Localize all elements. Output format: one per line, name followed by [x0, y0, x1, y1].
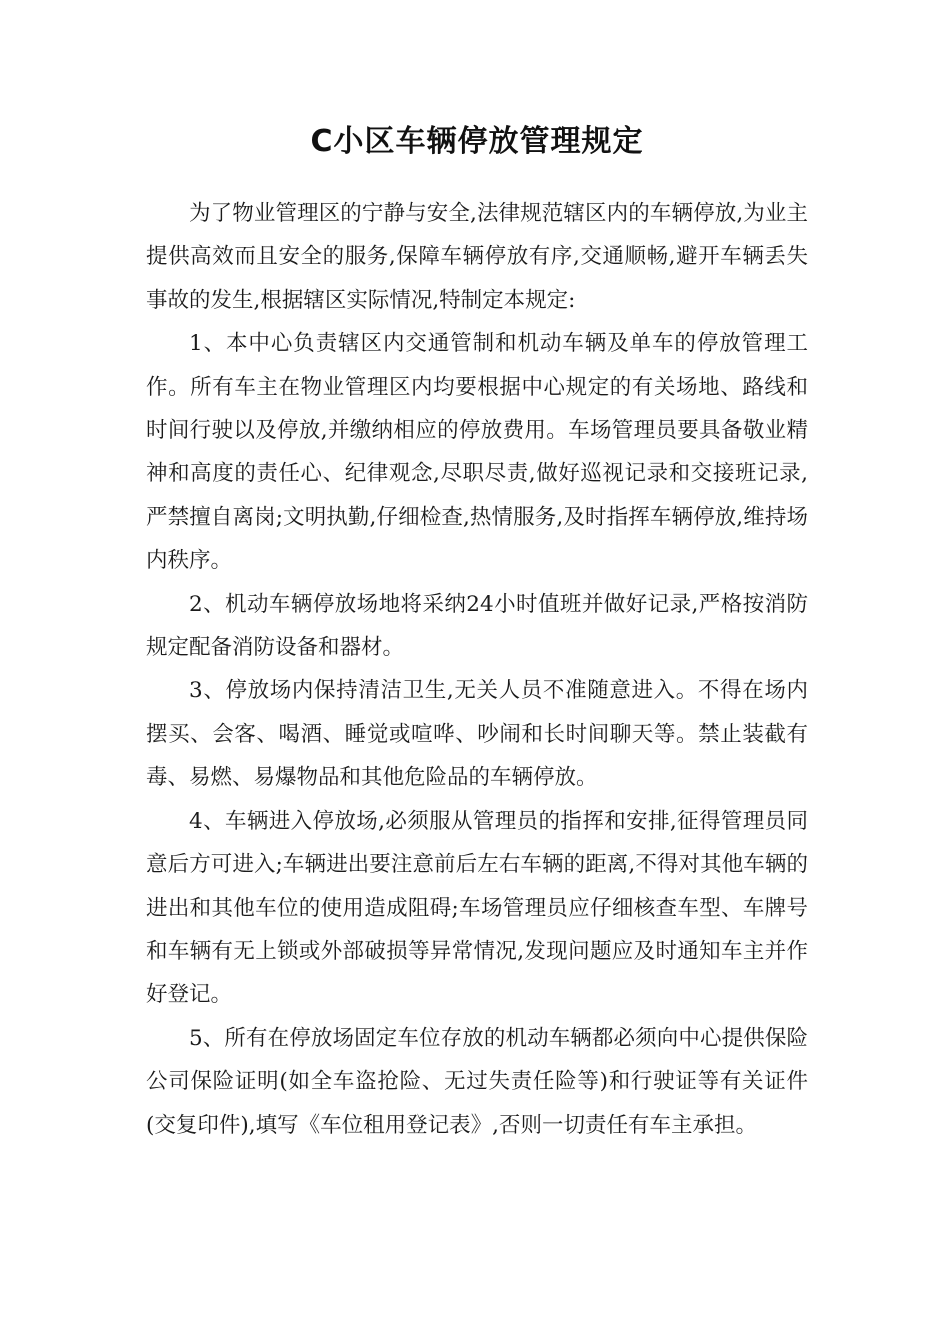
rule-paragraph-1: 1、本中心负责辖区内交通管制和机动车辆及单车的停放管理工作。所有车主在物业管理区内均要根据中心规定的有关场地、路线和时间行驶以及停放,并缴纳相应的停放费用。车场管理员要具备敬业精神和高度的责任心、纪律观念,尽职尽责,做好巡视记录和交接班记录,严禁擅自离岗;文明执勤,仔细检查,热情服务,及时指挥车辆停放,维持场内秩序。 [146, 331, 808, 574]
document-title: C小区车辆停放管理规定 [310, 124, 644, 159]
rule-paragraph-4: 4、车辆进入停放场,必须服从管理员的指挥和安排,征得管理员同意后方可进入;车辆进出要注意前后左右车辆的距离,不得对其他车辆的进出和其他车位的使用造成阻碍;车场管理员应仔细核查车型、车牌号和车辆有无上锁或外部破损等异常情况,发现问题应及时通知车主并作好登记。 [146, 808, 808, 1008]
rule-paragraph-5: 5、所有在停放场固定车位存放的机动车辆都必须向中心提供保险公司保险证明(如全车盗抢险、无过失责任险等)和行驶证等有关证件(交复印件),填写《车位租用登记表》,否则一切责任有车主承担。 [146, 1025, 808, 1138]
rule-paragraph-2: 2、机动车辆停放场地将采纳24小时值班并做好记录,严格按消防规定配备消防设备和器材。 [146, 591, 808, 661]
document-body [146, 192, 808, 1147]
document-page [146, 112, 808, 1147]
rule-paragraph-3: 3、停放场内保持清洁卫生,无关人员不准随意进入。不得在场内摆买、会客、喝酒、睡觉或喧哗、吵闹和长时间聊天等。禁止装截有毒、易燃、易爆物品和其他危险品的车辆停放。 [146, 678, 808, 791]
intro-paragraph: 为了物业管理区的宁静与安全,法律规范辖区内的车辆停放,为业主提供高效而且安全的服务,保障车辆停放有序,交通顺畅,避开车辆丢失事故的发生,根据辖区实际情况,特制定本规定: [146, 201, 808, 313]
